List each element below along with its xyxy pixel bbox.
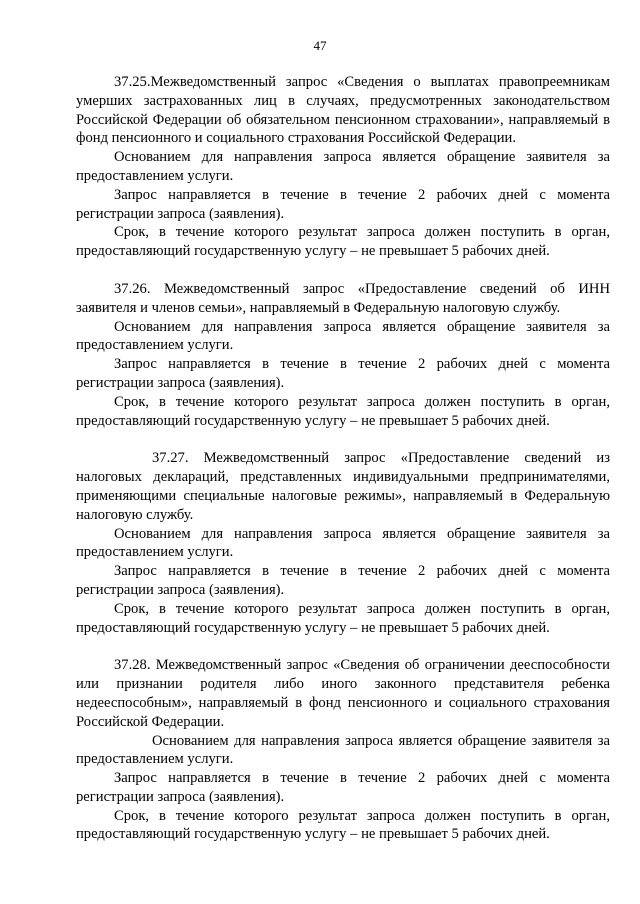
section-37-26 — [76, 280, 610, 430]
paragraph-request-title: 37.28. Межведомственный запрос «Сведения об ограничении дееспособности или признании родителя либо иного законного представителя ребенка недееспособным», направляемый в фонд пенсионного и социального страхования Российской Федерации. — [76, 657, 610, 730]
paragraph-send-deadline: Запрос направляется в течение в течение 2 рабочих дней с момента регистрации запроса (заявления). — [76, 770, 610, 805]
paragraph-basis: Основанием для направления запроса является обращение заявителя за предоставлением услуги. — [76, 318, 610, 354]
section-37-28 — [76, 656, 610, 844]
paragraph-request-title: 37.26. Межведомственный запрос «Предоставление сведений об ИНН заявителя и членов семьи», направляемый в Федеральную налоговую службу. — [76, 280, 610, 316]
paragraph-send-deadline: Запрос направляется в течение в течение 2 рабочих дней с момента регистрации запроса (заявления). — [76, 356, 610, 391]
paragraph-basis: Основанием для направления запроса является обращение заявителя за предоставлением услуги. — [76, 149, 610, 184]
section-37-25 — [76, 73, 610, 261]
page-number: 47 — [313, 38, 327, 53]
paragraph-request-title: 37.25.Межведомственный запрос «Сведения о выплатах правопреемникам умерших застрахованных лиц в случаях, предусмотренных законодательством Российской Федерации об обязательном пенсионном страховании», направляемый в фонд пенсионного и социального страхования Российской Федерации. — [76, 74, 610, 147]
paragraph-response-deadline: Срок, в течение которого результат запроса должен поступить в орган, предоставляющий государственную услугу – не превышает 5 рабочих дней. — [76, 393, 610, 429]
paragraph-send-deadline: Запрос направляется в течение в течение 2 рабочих дней с момента регистрации запроса (заявления). — [76, 186, 610, 222]
section-37-27 — [76, 449, 610, 637]
paragraph-response-deadline: Срок, в течение которого результат запроса должен поступить в орган, предоставляющий государственную услугу – не превышает 5 рабочих дней. — [76, 807, 610, 843]
paragraph-basis: Основанием для направления запроса является обращение заявителя за предоставлением услуги. — [76, 732, 610, 768]
document-body — [76, 73, 610, 844]
paragraph-request-title: 37.27. Межведомственный запрос «Предоставление сведений из налоговых деклараций, представленных индивидуальными предпринимателями, применяющими специальные налоговые режимы», направляемый в Федеральную налоговую службу. — [76, 450, 610, 523]
paragraph-send-deadline: Запрос направляется в течение в течение 2 рабочих дней с момента регистрации запроса (заявления). — [76, 563, 610, 598]
paragraph-response-deadline: Срок, в течение которого результат запроса должен поступить в орган, предоставляющий государственную услугу – не превышает 5 рабочих дней. — [76, 600, 610, 636]
paragraph-basis: Основанием для направления запроса является обращение заявителя за предоставлением услуги. — [76, 525, 610, 561]
paragraph-response-deadline: Срок, в течение которого результат запроса должен поступить в орган, предоставляющий государственную услугу – не превышает 5 рабочих дней. — [76, 224, 610, 260]
